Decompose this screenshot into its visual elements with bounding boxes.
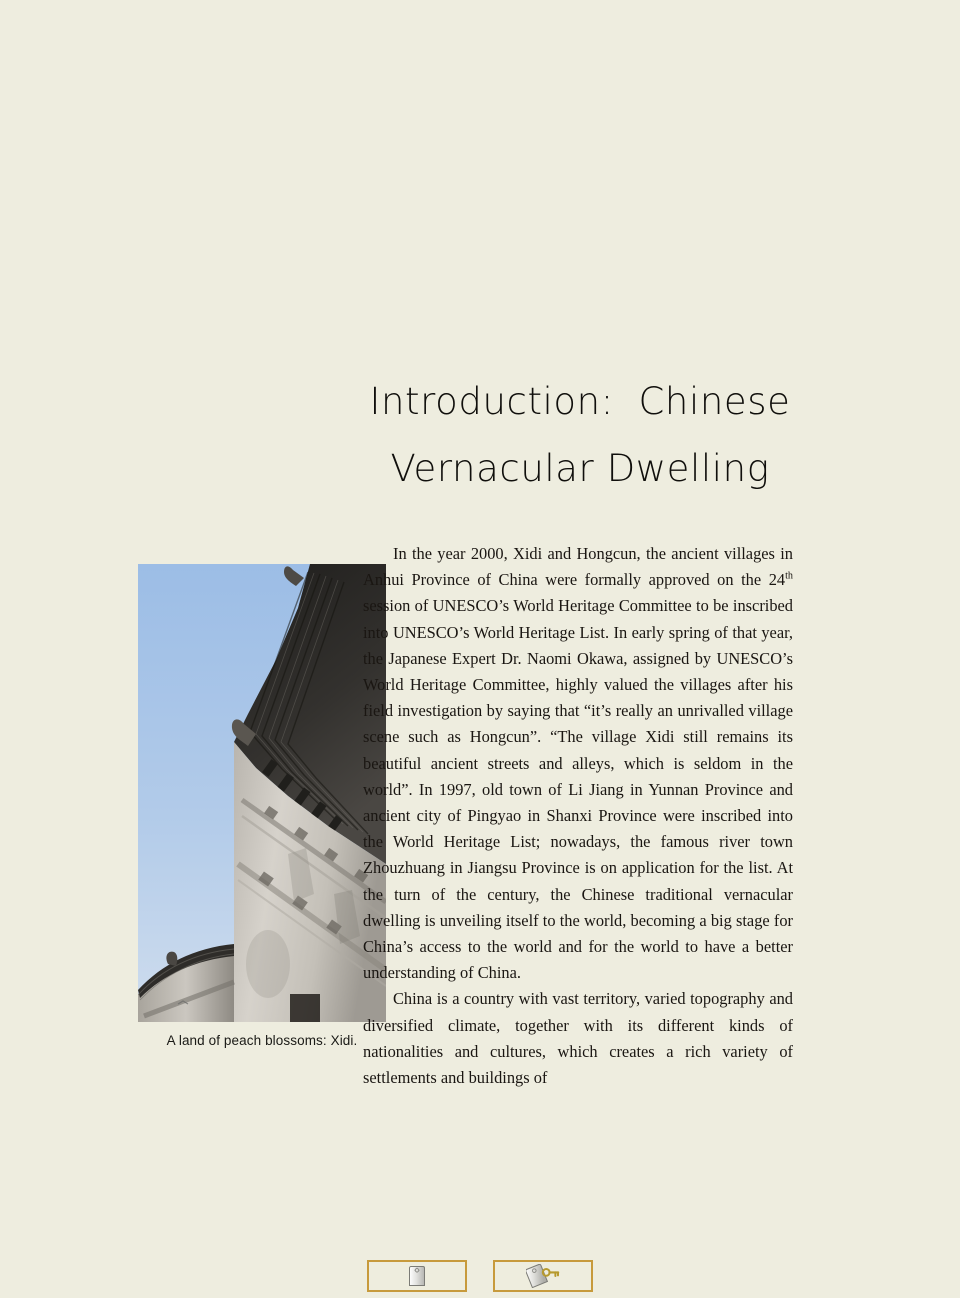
bookmark-key-button[interactable] bbox=[493, 1260, 593, 1292]
figure-xidi bbox=[138, 564, 386, 1048]
huizhou-dwelling-illustration bbox=[138, 564, 386, 1022]
paragraph-1-part-2: session of UNESCO’s World Heritage Committee to be inscribed into UNESCO’s World Heritage List. In early spring of that year, the Japanese Expert Dr. Naomi Okawa, assigned by UNESCO’s World Heritage Committee, highly valued the villages after his field investigation by saying that “it’s really an unrivalled village scene such as Hongcun”. “The village Xidi still remains its beautiful ancient streets and alleys, which is seldom in the world”. In 1997, old town of Li Jiang in Yunnan Province and ancient city of Pingyao in Shanxi Province were inscribed into the World Heritage List; nowadays, the famous river town Zhouzhuang in Jiangsu Province is on application for the list. At the turn of the century, the Chinese traditional vernacular dwelling is unveiling itself to the world, becoming a big stage for China’s access to the world and for the world to have a better understanding of China. bbox=[363, 596, 793, 983]
paragraph-1-part-1: In the year 2000, Xidi and Hongcun, the ancient villages in Anhui Province of China were formally approved on the 24 bbox=[363, 544, 793, 590]
paragraph-2: China is a country with vast territory, varied topography and diversified climate, together with its different kinds of nationalities and cultures, which creates a rich variety of settlements and buildings of bbox=[363, 989, 793, 1088]
paragraph-1 bbox=[363, 541, 793, 986]
bookmark-button[interactable] bbox=[367, 1260, 467, 1292]
page-title-line-1: Introduction: Chinese bbox=[369, 380, 791, 423]
bottom-nav-bar bbox=[0, 1260, 960, 1292]
bookmark-key-icon bbox=[526, 1264, 560, 1288]
bookmark-icon bbox=[408, 1265, 426, 1287]
doorway bbox=[290, 994, 320, 1022]
key-shape bbox=[543, 1269, 558, 1276]
page-title-line-2: Vernacular Dwelling bbox=[390, 447, 770, 491]
ordinal-superscript: th bbox=[785, 570, 793, 582]
page-title bbox=[360, 368, 800, 503]
body-text-column bbox=[363, 541, 793, 1091]
figure-caption: A land of peach blossoms: Xidi. bbox=[166, 1033, 358, 1048]
figure-photo bbox=[138, 564, 386, 1022]
